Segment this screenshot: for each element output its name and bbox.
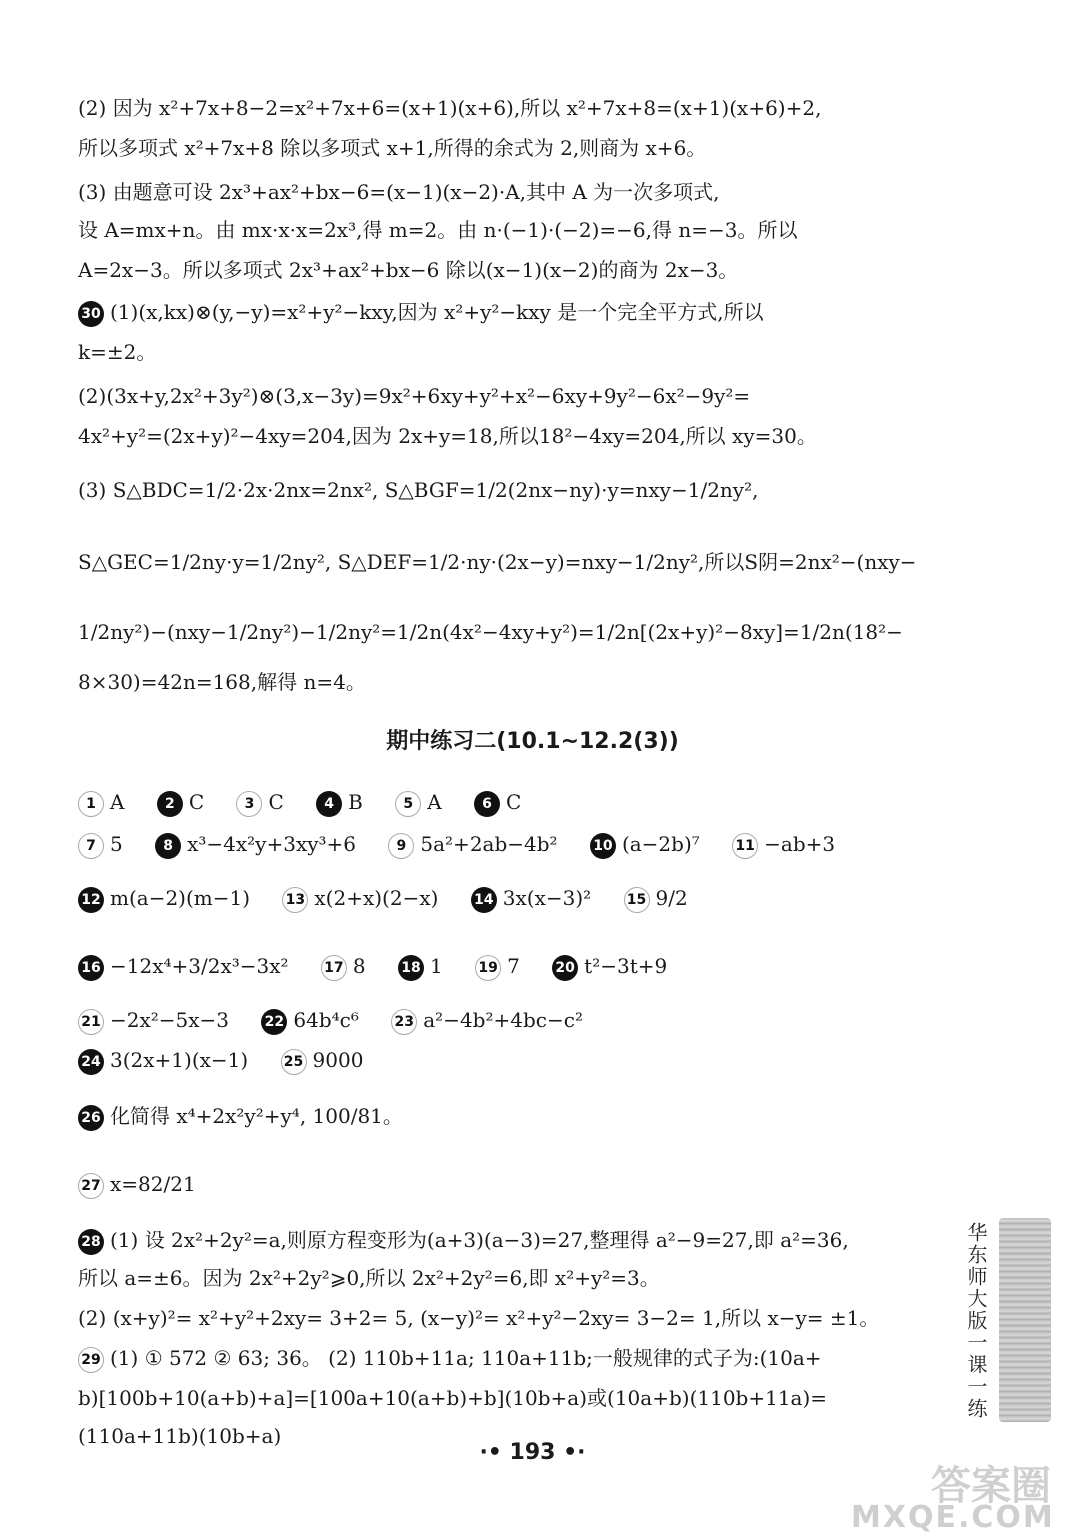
answer-q28-line-1	[78, 1226, 955, 1255]
answer-text: −12x⁴+3/2x³−3x²	[110, 954, 289, 978]
question-number: 12	[78, 887, 104, 913]
answer-text: 3x(x−3)²	[502, 886, 592, 910]
answer-text: B	[348, 790, 363, 814]
answer-text: 1	[429, 954, 443, 978]
answer-text: C	[188, 790, 205, 814]
answer-row-3	[78, 884, 955, 913]
question-number: 21	[78, 1009, 104, 1035]
answer-text: 9/2	[655, 886, 688, 910]
text-line-7: k=±2。	[78, 340, 157, 364]
question-number: 26	[78, 1105, 104, 1131]
question-number: 14	[471, 887, 497, 913]
side-label: 华东师大版一课一练	[964, 1222, 988, 1420]
question-number: 4	[316, 791, 342, 817]
text-line-1: (2) 因为 x²+7x+8−2=x²+7x+6=(x+1)(x+6),所以 x²+7x+8=(x+1)(x+6)+2,	[78, 96, 822, 120]
answer-row-6	[78, 1046, 955, 1075]
question-number: 17	[321, 955, 347, 981]
answer-row-1	[78, 788, 955, 817]
answer-text: x(2+x)(2−x)	[314, 886, 439, 910]
question-number: 16	[78, 955, 104, 981]
question-number-30: 30	[78, 301, 104, 327]
watermark-bottom: MXQE.COM	[851, 1500, 1055, 1535]
text-line-11: S△GEC=1/2ny·y=1/2ny², S△DEF=1/2·ny·(2x−y)=nxy−1/2ny²,所以S阴=2nx²−(nxy−	[78, 550, 917, 574]
question-number: 13	[282, 887, 308, 913]
question-number: 15	[624, 887, 650, 913]
answer-text: 64b⁴c⁶	[293, 1008, 359, 1032]
watermark	[851, 1463, 1055, 1535]
question-number: 9	[388, 833, 414, 859]
q30-line-1	[78, 298, 955, 327]
answer-q26	[78, 1102, 955, 1131]
question-number: 2	[157, 791, 183, 817]
answer-text: A	[427, 790, 442, 814]
answer-text: 5	[110, 832, 123, 856]
answer-text: C	[268, 790, 284, 814]
text-line-13: 8×30)=42n=168,解得 n=4。	[78, 670, 366, 694]
question-number: 23	[391, 1009, 417, 1035]
question-number: 28	[78, 1229, 104, 1255]
question-number: 19	[475, 955, 501, 981]
question-number: 20	[552, 955, 578, 981]
answer-q27	[78, 1170, 955, 1199]
answer-text: A	[110, 790, 125, 814]
q30-text-1: (1)(x,kx)⊗(y,−y)=x²+y²−kxy,因为 x²+y²−kxy 是一个完全平方式,所以	[110, 300, 764, 324]
question-number: 22	[261, 1009, 287, 1035]
answer-q28-line-2: 所以 a=±6。因为 2x²+2y²⩾0,所以 2x²+2y²=6,即 x²+y²=3。	[78, 1266, 660, 1290]
answer-row-4	[78, 952, 955, 981]
question-number: 5	[395, 791, 421, 817]
question-number: 25	[281, 1049, 307, 1075]
answer-q28-line-3: (2) (x+y)²= x²+y²+2xy= 3+2= 5, (x−y)²= x²+y²−2xy= 3−2= 1,所以 x−y= ±1。	[78, 1306, 880, 1330]
question-number: 10	[590, 833, 616, 859]
answer-q29-line-3: (110a+11b)(10b+a)	[78, 1424, 282, 1448]
answer-text: x=82/21	[110, 1172, 196, 1196]
section-title: 期中练习二(10.1~12.2(3))	[386, 729, 679, 754]
question-number: 1	[78, 791, 104, 817]
text-line-12: 1/2ny²)−(nxy−1/2ny²)−1/2ny²=1/2n(4x²−4xy+y²)=1/2n[(2x+y)²−8xy]=1/2n(18²−	[78, 620, 903, 644]
page-number: ·• 193 •·	[479, 1440, 586, 1465]
answer-text: −ab+3	[764, 832, 836, 856]
answer-q29-line-1	[78, 1344, 955, 1373]
answer-text: 5a²+2ab−4b²	[420, 832, 558, 856]
text-line-4: 设 A=mx+n。由 mx·x·x=2x³,得 m=2。由 n·(−1)·(−2)=−6,得 n=−3。所以	[78, 218, 798, 242]
answer-text: −2x²−5x−3	[110, 1008, 230, 1032]
answer-text: t²−3t+9	[584, 954, 668, 978]
answer-text: (1) ① 572 ② 63; 36。 (2) 110b+11a; 110a+11b;一般规律的式子为:(10a+	[110, 1346, 822, 1370]
answer-text: x³−4x²y+3xy³+6	[187, 832, 357, 856]
question-number: 27	[78, 1173, 104, 1199]
question-number: 11	[732, 833, 758, 859]
text-line-9: 4x²+y²=(2x+y)²−4xy=204,因为 2x+y=18,所以18²−4xy=204,所以 xy=30。	[78, 424, 817, 448]
question-number: 6	[474, 791, 500, 817]
text-line-5: A=2x−3。所以多项式 2x³+ax²+bx−6 除以(x−1)(x−2)的商为 2x−3。	[78, 258, 739, 282]
answer-q29-line-2: b)[100b+10(a+b)+a]=[100a+10(a+b)+b](10b+a)或(10a+b)(110b+11a)=	[78, 1386, 828, 1410]
text-line-3: (3) 由题意可设 2x³+ax²+bx−6=(x−1)(x−2)·A,其中 A 为一次多项式,	[78, 180, 720, 204]
text-line-2: 所以多项式 x²+7x+8 除以多项式 x+1,所得的余式为 2,则商为 x+6。	[78, 136, 707, 160]
answer-row-2	[78, 830, 955, 859]
question-number: 18	[398, 955, 424, 981]
answer-text: 8	[352, 954, 366, 978]
watermark-top: 答案圈	[931, 1463, 1051, 1509]
answer-text: C	[506, 790, 522, 814]
question-number: 24	[78, 1049, 104, 1075]
answer-text: 7	[507, 954, 520, 978]
answer-text: m(a−2)(m−1)	[110, 886, 251, 910]
text-line-8: (2)(3x+y,2x²+3y²)⊗(3,x−3y)=9x²+6xy+y²+x²−6xy+9y²−6x²−9y²=	[78, 384, 751, 408]
answer-text: a²−4b²+4bc−c²	[423, 1008, 583, 1032]
answer-text: 3(2x+1)(x−1)	[110, 1048, 249, 1072]
question-number: 8	[155, 833, 181, 859]
answer-text: 9000	[312, 1048, 364, 1072]
question-number: 29	[78, 1347, 104, 1373]
side-tab	[999, 1218, 1051, 1422]
answer-row-5	[78, 1006, 955, 1035]
answer-text: (a−2b)⁷	[621, 832, 700, 856]
question-number: 3	[236, 791, 262, 817]
question-number: 7	[78, 833, 104, 859]
answer-text: 化简得 x⁴+2x²y²+y⁴, 100/81。	[110, 1104, 403, 1128]
answer-text: (1) 设 2x²+2y²=a,则原方程变形为(a+3)(a−3)=27,整理得 a²−9=27,即 a²=36,	[110, 1228, 849, 1252]
text-line-10: (3) S△BDC=1/2·2x·2nx=2nx², S△BGF=1/2(2nx−ny)·y=nxy−1/2ny²,	[78, 478, 759, 502]
